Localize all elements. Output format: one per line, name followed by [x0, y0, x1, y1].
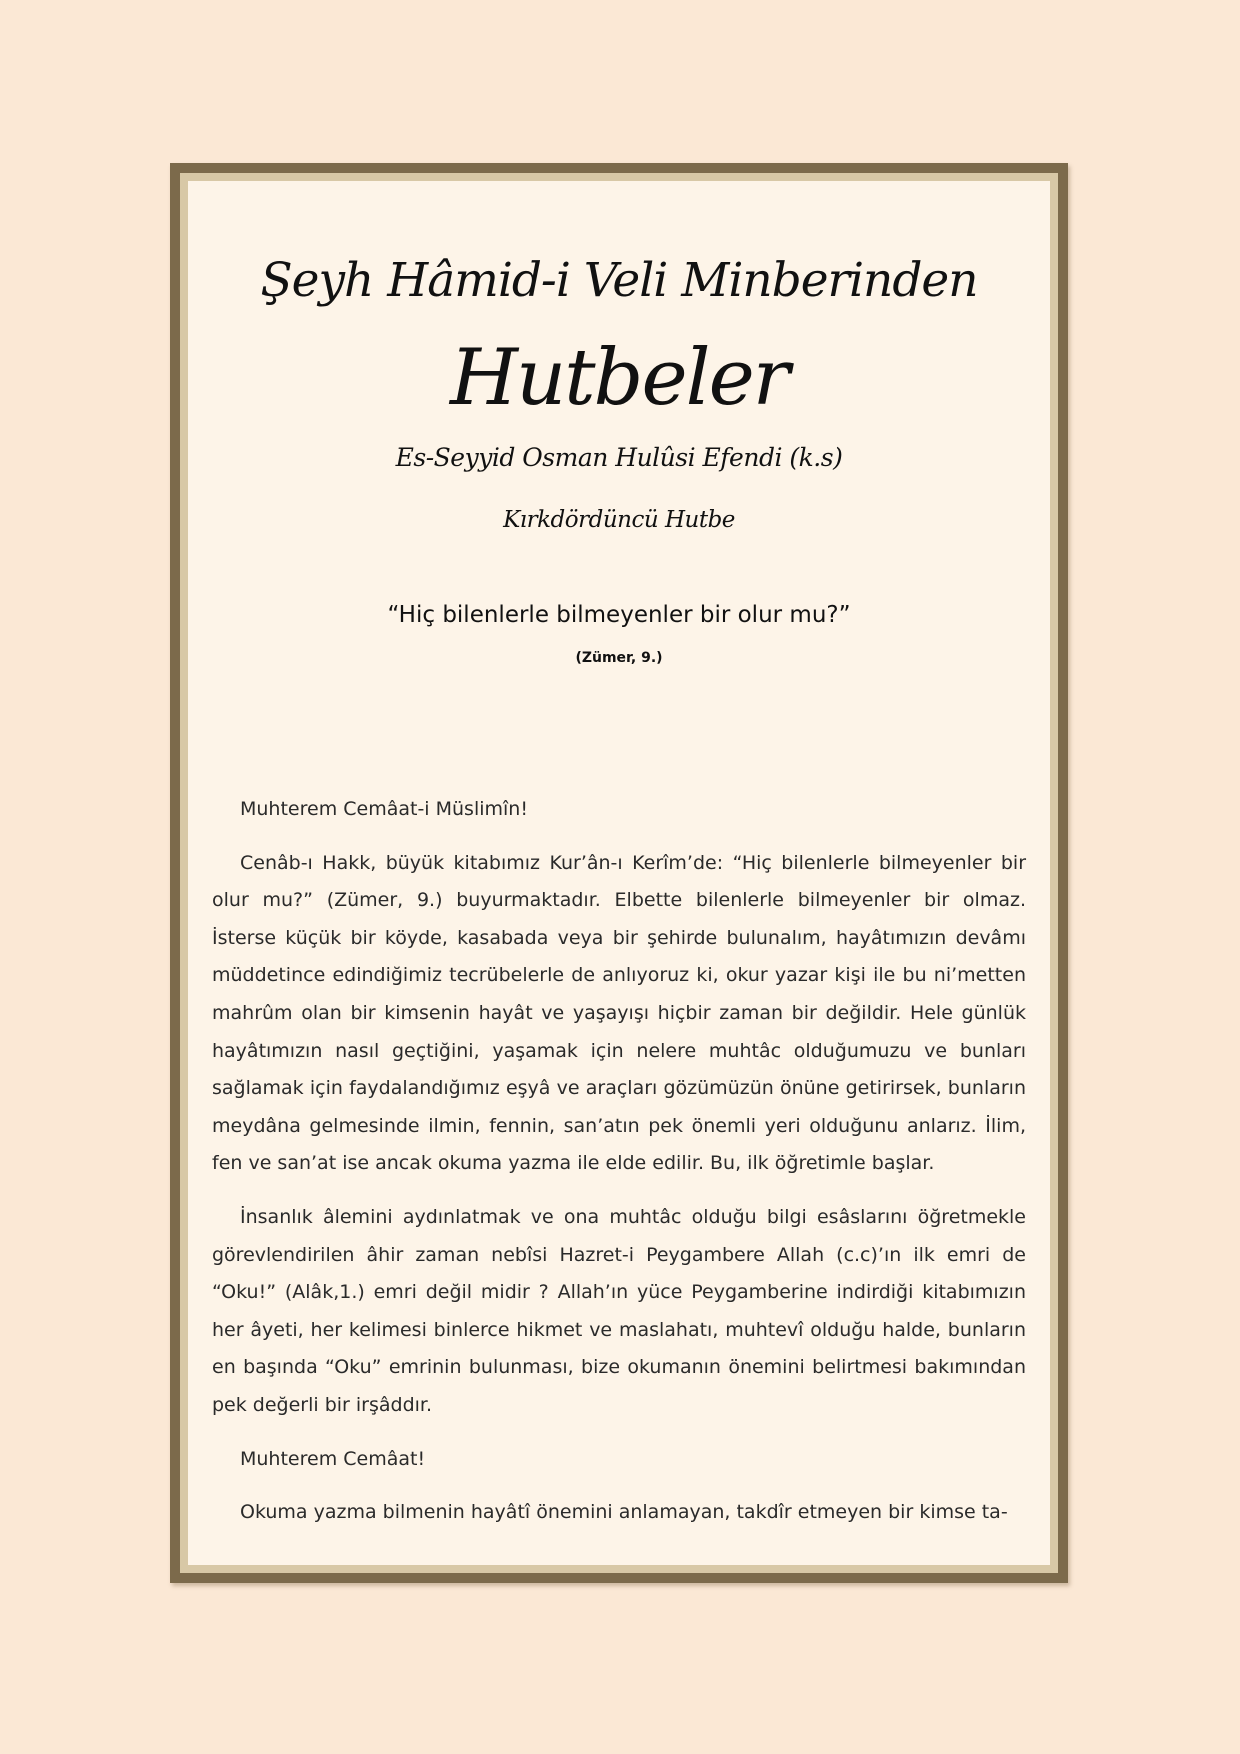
- paragraph-greeting: Muhterem Cemâat-i Müslimîn!: [240, 798, 528, 820]
- paragraph-greeting: Muhterem Cemâat!: [240, 1447, 426, 1470]
- epigraph-reference: (Zümer, 9.): [575, 650, 663, 666]
- epigraph-verse: “Hiç bilenlerle bilmeyenler bir olur mu?”: [387, 602, 851, 628]
- page: [188, 181, 1050, 1565]
- paragraph: Cenâb-ı Hakk, büyük kitabımız Kur’ân-ı Kerîm’de: “Hiç bilenlerle bilmeyenler bir olur mu?” (Zümer, 9.) buyurmaktadır. Elbette bilenlerle bilmeyenler bir olmaz. İsterse küçük bir köyde, kasabada veya bir şehirde bulunalım, hayâtımızın devâmı müddetince edindiğimiz tecrübelerle de anlıyoruz ki, okur yazar kişi ile bu ni’metten mahrûm olan bir kimsenin hayât ve yaşayışı hiçbir zaman bir değildir. Hele günlük hayâtımızın nasıl geçtiğini, yaşamak için nelere muhtâc olduğumuzu ve bunları sağlamak için faydalandığımız eşyâ ve araçları gözümüzün önüne getirirsek, bunların meydâna gelmesinde ilmin, fennin, san’atın pek önemli yeri olduğunu anlarız. İlim, fen ve san’at ise ancak okuma yazma ile elde edilir. Bu, ilk öğretimle başlar.: [212, 851, 1026, 1175]
- paragraph: İnsanlık âlemini aydınlatmak ve ona muhtâc olduğu bilgi esâslarını öğretmekle görevlendirilen âhir zaman nebîsi Hazret-i Peygambere Allah (c.c)’ın ilk emri de “Oku!” (Alâk,1.) emri değil midir ? Allah’ın yüce Peygamberine indirdiği kitabımızın her âyeti, her kelimesi binlerce hikmet ve maslahatı, muhtevî olduğu halde, bunların en başında “Oku” emrinin bulunması, bize okumanın önemini belirtmesi bakımından pek değerli bir irşâddır.: [212, 1205, 1026, 1416]
- paragraph: Okuma yazma bilmenin hayâtî önemini anlamayan, takdîr etmeyen bir kimse ta-: [240, 1501, 1008, 1524]
- book-main-title: Hutbeler: [449, 333, 789, 423]
- sermon-number: Kırkdördüncü Hutbe: [503, 507, 735, 533]
- frame-inner-border: [180, 173, 1058, 1573]
- sermon-body: [212, 791, 1026, 1548]
- author-line: Es-Seyyid Osman Hulûsi Efendi (k.s): [395, 443, 843, 472]
- book-series-title: Şeyh Hâmid-i Veli Minberinden: [260, 253, 978, 308]
- page-frame: [170, 163, 1068, 1583]
